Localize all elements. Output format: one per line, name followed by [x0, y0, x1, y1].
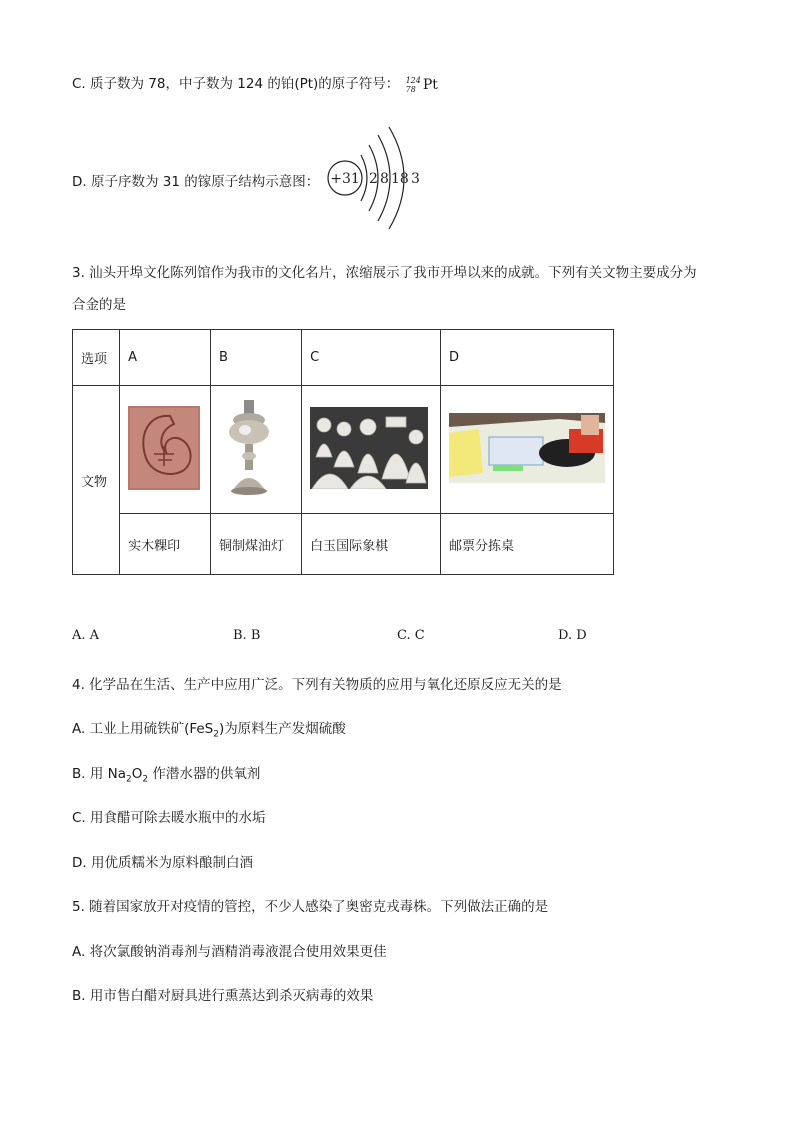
pt-atomic-number: 78: [405, 84, 416, 94]
artifact-c-cell: [302, 386, 441, 514]
q3-answer-a: A. A: [72, 628, 100, 643]
artifact-a-name: 实木粿印: [120, 514, 211, 575]
q2-option-d-text: D. 原子序数为 31 的镓原子结构示意图：: [72, 174, 320, 190]
table-header-row: [73, 330, 614, 386]
pt-nuclide-symbol: [406, 76, 438, 94]
nucleus-charge: +31: [330, 171, 360, 187]
table-row-label: 文物: [73, 386, 120, 575]
q4-option-a-pre: A. 工业上用硫铁矿(FeS: [72, 721, 214, 737]
q3-options-table: [72, 329, 614, 575]
artifact-c-name: 白玉国际象棋: [302, 514, 441, 575]
q4-option-a: [72, 717, 346, 740]
q4-option-d: D. 用优质糯米为原料酿制白酒: [72, 855, 253, 871]
q4-option-a-sub: 2: [213, 729, 219, 740]
pt-mass-number: 124: [405, 75, 421, 85]
shell-electrons-2: 8: [380, 171, 389, 187]
artifact-d-cell: [441, 386, 614, 514]
artifact-b-name: 铜制煤油灯: [210, 514, 301, 575]
q4-option-a-post: )为原料生产发烟硫酸: [218, 721, 346, 737]
q5-option-a: A. 将次氯酸钠消毒剂与酒精消毒液混合使用效果更佳: [72, 944, 387, 960]
stamp-sorting-table-image: [449, 413, 605, 483]
q4-option-b-sub1: 2: [126, 774, 132, 785]
table-col-c: C: [302, 330, 441, 386]
q2-option-c-text: C. 质子数为 78，中子数为 124 的铂(Pt)的原子符号：: [72, 76, 400, 92]
table-artifact-row: [73, 386, 614, 514]
wooden-kueh-mold-image: [128, 406, 200, 490]
q3-answer-b: B. B: [233, 628, 261, 643]
q4-option-b-mid: O: [131, 766, 143, 782]
q3-stem-line-2: 合金的是: [72, 297, 126, 313]
shell-electrons-3: 18: [391, 171, 409, 187]
artifact-d-name: 邮票分拣桌: [441, 514, 614, 575]
q5-option-b: B. 用市售白醋对厨具进行熏蒸达到杀灭病毒的效果: [72, 988, 374, 1004]
q4-option-b-pre: B. 用 Na: [72, 766, 127, 782]
q4-option-b-post: 作潜水器的供氧剂: [148, 766, 261, 782]
q4-option-b: [72, 762, 260, 785]
q4-stem: 4. 化学品在生活、生产中应用广泛。下列有关物质的应用与氧化还原反应无关的是: [72, 677, 562, 693]
q2-option-c: [72, 72, 438, 94]
white-jade-chess-image: [310, 407, 428, 489]
q4-option-c: C. 用食醋可除去暖水瓶中的水垢: [72, 810, 266, 826]
q3-answer-d: D. D: [558, 628, 587, 643]
gallium-atom-structure-diagram: [325, 125, 430, 230]
table-col-b: B: [210, 330, 301, 386]
artifact-a-cell: [120, 386, 211, 514]
copper-oil-lamp-image: [219, 398, 279, 498]
table-header-label: 选项: [73, 330, 120, 386]
q4-option-b-sub2: 2: [142, 774, 149, 785]
shell-electrons-4: 3: [411, 171, 420, 187]
artifact-b-cell: [210, 386, 301, 514]
q5-stem: 5. 随着国家放开对疫情的管控，不少人感染了奥密克戎毒株。下列做法正确的是: [72, 899, 549, 915]
shell-electrons-1: 2: [369, 171, 378, 187]
table-name-row: [73, 514, 614, 575]
table-col-a: A: [120, 330, 211, 386]
pt-element-symbol: Pt: [422, 76, 438, 93]
table-col-d: D: [441, 330, 614, 386]
q3-answer-c: C. C: [397, 628, 425, 643]
q3-stem-line-1: 3. 汕头开埠文化陈列馆作为我市的文化名片，浓缩展示了我市开埠以来的成就。下列有关文物主要成分为: [72, 265, 697, 281]
